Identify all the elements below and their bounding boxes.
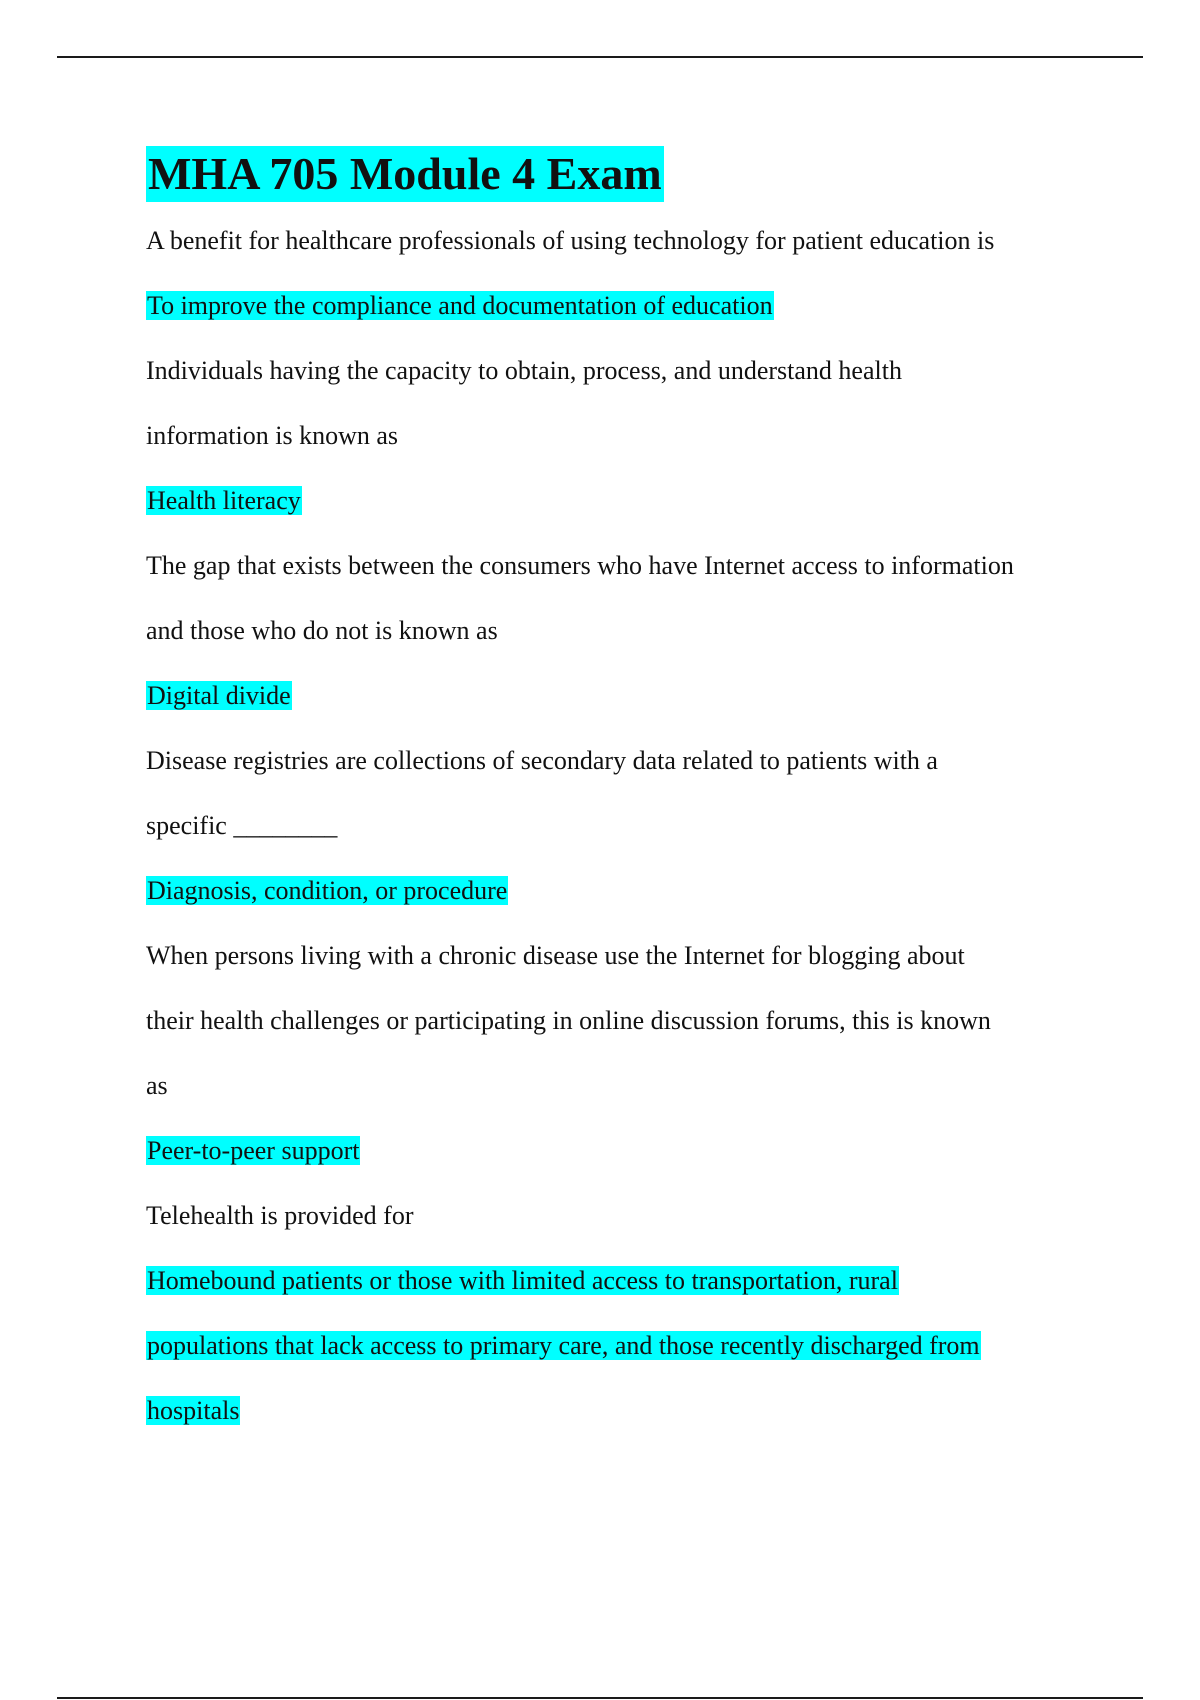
- question-line: A benefit for healthcare professionals of using technology for patient education is: [146, 226, 995, 255]
- question-line: information is known as: [146, 421, 399, 450]
- question-line: their health challenges or participating in online discussion forums, this is known: [146, 1006, 991, 1035]
- question-line: as: [146, 1071, 168, 1100]
- question-line: Telehealth is provided for: [146, 1201, 414, 1230]
- qa-item-4: [146, 728, 1106, 923]
- page-title: MHA 705 Module 4 Exam: [146, 146, 664, 202]
- page-title-wrap: [146, 146, 1106, 208]
- question-line: When persons living with a chronic disease use the Internet for blogging about: [146, 941, 965, 970]
- top-rule: [57, 56, 1143, 58]
- answer-highlight: Health literacy: [147, 486, 301, 515]
- qa-item-6: [146, 1183, 1106, 1443]
- answer-line: [146, 273, 1106, 338]
- answer-line: [146, 1313, 1106, 1378]
- qa-item-1: [146, 208, 1106, 338]
- bottom-rule: [57, 1697, 1143, 1699]
- answer-line: [146, 858, 1106, 923]
- qa-item-3: [146, 533, 1106, 728]
- answer-highlight: Digital divide: [147, 681, 291, 710]
- qa-item-2: [146, 338, 1106, 533]
- answer-line: [146, 663, 1106, 728]
- question-line: The gap that exists between the consumers who have Internet access to information: [146, 551, 1014, 580]
- question-line: and those who do not is known as: [146, 616, 498, 645]
- qa-item-5: [146, 923, 1106, 1183]
- answer-line: [146, 1118, 1106, 1183]
- document-body: [146, 146, 1106, 1443]
- answer-highlight: Peer-to-peer support: [147, 1136, 360, 1165]
- question-line: Individuals having the capacity to obtain, process, and understand health: [146, 356, 902, 385]
- answer-highlight: Homebound patients or those with limited access to transportation, rural: [147, 1266, 898, 1295]
- answer-highlight: populations that lack access to primary care, and those recently discharged from: [147, 1331, 980, 1360]
- answer-highlight: hospitals: [147, 1396, 240, 1425]
- answer-line: [146, 468, 1106, 533]
- question-line: Disease registries are collections of secondary data related to patients with a: [146, 746, 938, 775]
- answer-line: [146, 1248, 1106, 1313]
- answer-highlight: Diagnosis, condition, or procedure: [147, 876, 508, 905]
- question-line: specific ________: [146, 811, 338, 840]
- answer-line: [146, 1378, 1106, 1443]
- answer-highlight: To improve the compliance and documentation of education: [147, 291, 773, 320]
